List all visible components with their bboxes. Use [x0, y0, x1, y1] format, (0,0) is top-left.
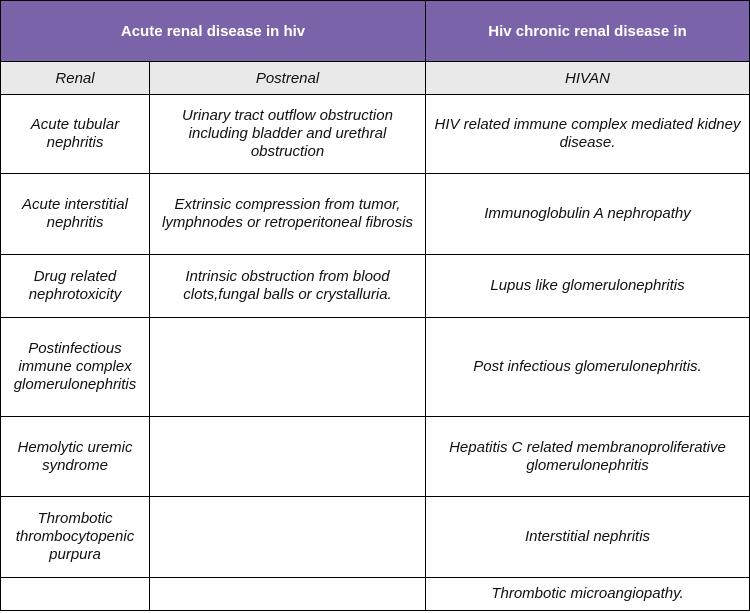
postrenal-cell: [150, 578, 426, 611]
chronic-cell: Thrombotic microangiopathy.: [426, 578, 750, 611]
renal-cell: Hemolytic uremic syndrome: [1, 417, 150, 497]
hivan-subheader: HIVAN: [426, 62, 750, 95]
table-row: [1, 578, 750, 611]
table-header-row: [1, 1, 750, 62]
postrenal-cell: Urinary tract outflow obstruction including bladder and urethral obstruction: [150, 95, 426, 174]
renal-cell: Acute tubular nephritis: [1, 95, 150, 174]
chronic-cell: Post infectious glomerulonephritis.: [426, 318, 750, 417]
chronic-cell: Interstitial nephritis: [426, 497, 750, 578]
table-subheader-row: [1, 62, 750, 95]
renal-cell: Drug related nephrotoxicity: [1, 255, 150, 318]
chronic-cell: HIV related immune complex mediated kidney disease.: [426, 95, 750, 174]
renal-cell: Thrombotic thrombocytopenic purpura: [1, 497, 150, 578]
table-row: [1, 255, 750, 318]
table-row: [1, 174, 750, 255]
table-row: [1, 417, 750, 497]
chronic-cell: Immunoglobulin A nephropathy: [426, 174, 750, 255]
postrenal-cell: Extrinsic compression from tumor, lymphnodes or retroperitoneal fibrosis: [150, 174, 426, 255]
postrenal-cell: Intrinsic obstruction from blood clots,fungal balls or crystalluria.: [150, 255, 426, 318]
table-row: [1, 318, 750, 417]
acute-renal-header: Acute renal disease in hiv: [1, 1, 426, 62]
renal-cell: Postinfectious immune complex glomerulonephritis: [1, 318, 150, 417]
renal-cell: Acute interstitial nephritis: [1, 174, 150, 255]
postrenal-cell: [150, 497, 426, 578]
chronic-cell: Lupus like glomerulonephritis: [426, 255, 750, 318]
table-row: [1, 497, 750, 578]
table-row: [1, 95, 750, 174]
chronic-renal-header: Hiv chronic renal disease in: [426, 1, 750, 62]
postrenal-subheader: Postrenal: [150, 62, 426, 95]
renal-subheader: Renal: [1, 62, 150, 95]
chronic-cell: Hepatitis C related membranoproliferative glomerulonephritis: [426, 417, 750, 497]
postrenal-cell: [150, 417, 426, 497]
postrenal-cell: [150, 318, 426, 417]
renal-cell: [1, 578, 150, 611]
